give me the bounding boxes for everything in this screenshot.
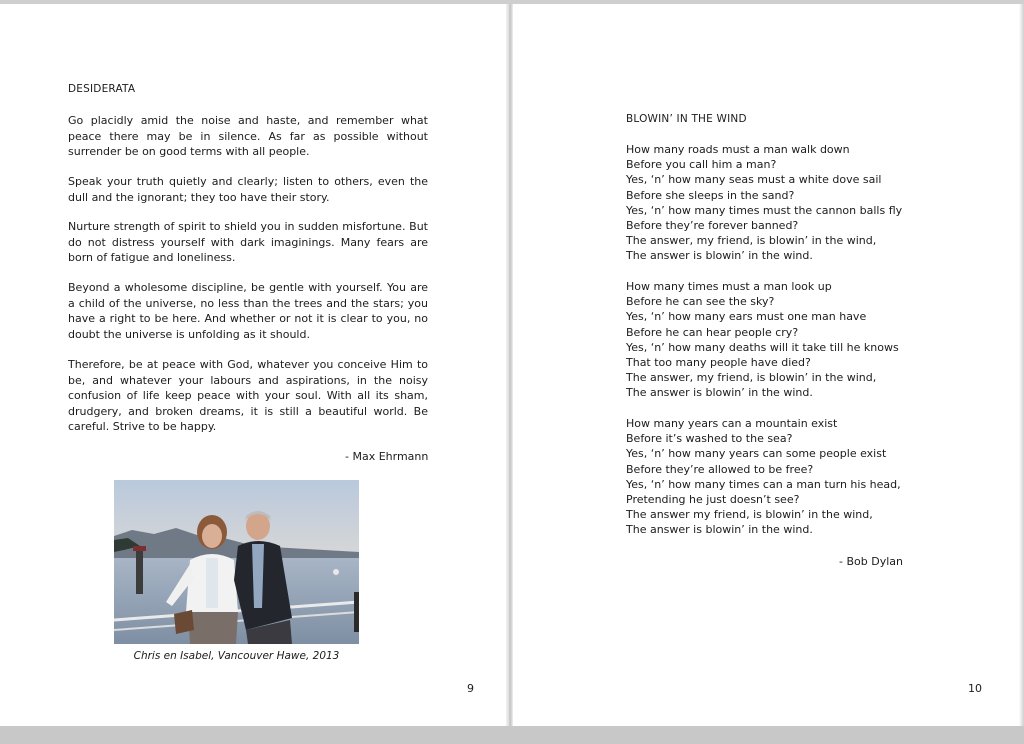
page-number-right: 10 — [968, 682, 982, 695]
verse-line: Yes, ‘n’ how many times must the cannon balls fly — [626, 203, 903, 217]
verse-line: Yes, ‘n’ how many ears must one man have — [626, 310, 867, 324]
desiderata-paragraph-4: Beyond a wholesome discipline, be gentle with yourself. You are a child of the universe, no less than the trees and the stars; you have a right to be here. And whether or not it is clear to you, no doubt the universe is unfolding as it should. — [68, 281, 428, 341]
verse-line: How many times must a man look up — [626, 280, 832, 293]
verse-line: Before he can hear people cry? — [626, 325, 799, 339]
desiderata-paragraph-3: Nurture strength of spirit to shield you in sudden misfortune. But do not distress yourself with dark imaginings. Many fears are born of fatigue and loneliness. — [68, 220, 428, 264]
verse-line: The answer is blowin’ in the wind. — [626, 523, 813, 537]
poem-title-desiderata: DESIDERATA — [68, 83, 136, 95]
verse-line: Before it’s washed to the sea? — [626, 432, 793, 446]
author-bob-dylan: - Bob Dylan — [839, 555, 903, 568]
scan-bottom-edge — [0, 726, 1024, 744]
verse-line: The answer is blowin’ in the wind. — [626, 386, 813, 400]
page-right-edge — [1019, 4, 1024, 726]
desiderata-paragraph-1: Go placidly amid the noise and haste, and remember what peace there may be in silence. As far as possible without surrender be on good terms with all people. — [68, 114, 428, 158]
verse-line: How many roads must a man walk down — [626, 143, 850, 156]
verse-line: Yes, ‘n’ how many years can some people exist — [626, 447, 887, 461]
verse-line: The answer, my friend, is blowin’ in the wind, — [626, 234, 877, 248]
desiderata-paragraph-2: Speak your truth quietly and clearly; listen to others, even the dull and the ignorant; they too have their story. — [68, 175, 428, 204]
verse-line: Before they’re forever banned? — [626, 219, 799, 233]
verse-3 — [626, 416, 926, 538]
verse-line: The answer is blowin’ in the wind. — [626, 249, 813, 263]
photo-caption: Chris en Isabel, Vancouver Hawe, 2013 — [133, 650, 340, 662]
poem-title-blowin: BLOWIN’ IN THE WIND — [626, 113, 747, 125]
verse-1 — [626, 142, 926, 264]
verse-line: Before he can see the sky? — [626, 295, 775, 309]
verse-line: Pretending he just doesn’t see? — [626, 493, 800, 507]
desiderata-paragraph-5: Therefore, be at peace with God, whatever you conceive Him to be, and whatever your labours and aspirations, in the noisy confusion of life keep peace with your soul. With all its sham, drudgery, and broken dreams, it is still a beautiful world. Be careful. Strive to be happy. — [68, 358, 428, 433]
page-number-left: 9 — [467, 682, 474, 695]
verse-line: How many years can a mountain exist — [626, 417, 838, 430]
verse-line: Before she sleeps in the sand? — [626, 188, 795, 202]
book-gutter — [506, 4, 513, 726]
verse-line: Before you call him a man? — [626, 158, 777, 172]
verse-line: That too many people have died? — [626, 356, 811, 370]
author-max-ehrmann: - Max Ehrmann — [345, 450, 429, 463]
photo-couple-harbour — [114, 480, 359, 644]
verse-line: Before they’re allowed to be free? — [626, 462, 814, 476]
verse-line: Yes, ‘n’ how many times can a man turn his head, — [626, 477, 901, 491]
verse-line: Yes, ‘n’ how many deaths will it take till he knows — [626, 340, 899, 354]
verse-2 — [626, 279, 926, 401]
photo-image — [114, 480, 359, 644]
verse-line: The answer, my friend, is blowin’ in the wind, — [626, 371, 877, 385]
verse-line: Yes, ‘n’ how many seas must a white dove sail — [626, 173, 882, 187]
verse-line: The answer my friend, is blowin’ in the wind, — [626, 508, 873, 522]
